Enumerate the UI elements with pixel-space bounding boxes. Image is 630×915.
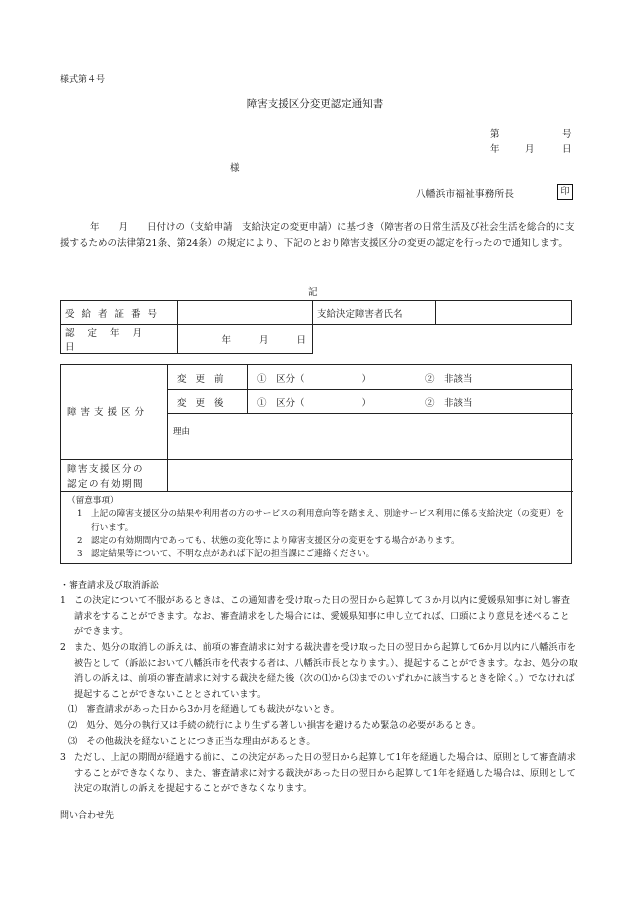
- cert-date-label-text: 認定年月日: [65, 328, 156, 353]
- divider: [167, 389, 573, 390]
- support-category-label: 障害支援区分: [67, 407, 149, 418]
- empty-cell: [313, 325, 436, 354]
- before-option-not-applicable: ② 非該当: [425, 374, 473, 385]
- table-row: [61, 325, 572, 354]
- recipient-honorific: 様: [230, 163, 240, 174]
- note-item: 上記の障害支援区分の結果や利用者の方のサービスの利用意向等を踏まえ、別途サービス利用に係る支給決定（の変更）を行います。: [91, 509, 565, 533]
- paragraph-number: 1: [60, 595, 66, 606]
- notes-title: （留意事項）: [67, 496, 119, 506]
- reason-label: 理由: [173, 427, 191, 437]
- recipient-name-value: [436, 301, 572, 325]
- validity-label-line2: 認定の有効期間: [67, 479, 145, 490]
- divider: [167, 459, 168, 491]
- appeal-subitem-3: [68, 734, 578, 750]
- appeal-subitem-2: [68, 718, 578, 734]
- appeal-subitem-1: [68, 702, 578, 718]
- note-number: 2: [77, 536, 83, 546]
- intro-paragraph: 年 月 日付けの（支給申請 支給決定の変更申請）に基づき（障害者の日常生活及び社会生活を総合的に支援するための法律第21条、第24条）の規定により、下記のとおり障害支援区分の変更の認定を行ったので通知します。: [60, 222, 575, 249]
- note-number: 1: [77, 509, 83, 519]
- divider: [61, 459, 573, 460]
- paragraph-text: また、処分の取消しの訴えは、前項の審査請求に対する裁決書を受け取った日の翌日から起算して6か月以内に八幡浜市を被告として（訴訟において八幡浜市を代表する者は、八幡浜市長となります。）、提起することができます。なお、処分の取消しの訴えは、前項の審査請求に対する裁決を経た後（次の⑴から⑶までのいずれかに該当するときを除く。）でなければ提起することができないこととされています。: [74, 642, 578, 700]
- contact-label: 問い合わせ先: [60, 811, 115, 821]
- subitem-number: ⑶: [68, 736, 78, 747]
- recipient-name-label: 支給決定障害者氏名: [313, 301, 436, 325]
- after-option-category: ① 区分（ ）: [257, 398, 372, 409]
- number-suffix: 号: [562, 129, 572, 140]
- note-item: 認定の有効期間内であっても、状態の変化等により障害支援区分の変更をする場合があります。: [91, 536, 460, 546]
- subitem-text: 審査請求があった日から3か月を経過しても裁決がないとき。: [86, 704, 340, 715]
- cert-date-label: [61, 325, 178, 354]
- subitem-text: 処分、処分の執行又は手続の続行により生ずる著しい損害を避けるため緊急の必要があるとき。: [86, 720, 482, 731]
- cert-date-month: 月: [258, 335, 269, 346]
- subitem-number: ⑵: [68, 720, 78, 731]
- issuing-office: 八幡浜市福祉事務所長: [416, 189, 514, 200]
- before-change-label: 変更前: [177, 374, 233, 385]
- seal-mark: 印: [557, 184, 573, 200]
- subitem-text: その他裁決を経ないことにつき正当な理由があるとき。: [86, 736, 316, 747]
- cert-number-label: [61, 301, 178, 325]
- issue-date-month: 月: [525, 144, 535, 155]
- table-row: [61, 301, 572, 325]
- recipient-info-table: [60, 300, 572, 354]
- ki-heading: 記: [308, 287, 318, 298]
- cert-date-year: 年: [221, 335, 231, 346]
- number-prefix: 第: [490, 129, 500, 140]
- empty-cell: [436, 325, 572, 354]
- appeal-heading: ・審査請求及び取消訴訟: [60, 581, 160, 591]
- cert-date-value: [178, 325, 313, 354]
- issue-date-year: 年: [490, 144, 500, 155]
- divider: [167, 413, 573, 414]
- appeal-paragraph-1: [60, 593, 578, 640]
- divider: [61, 491, 573, 492]
- note-item: 認定結果等について、不明な点があれば下記の担当課にご連絡ください。: [91, 549, 375, 559]
- cert-number-value: [178, 301, 313, 325]
- support-category-box: [60, 364, 572, 564]
- note-number: 3: [77, 549, 83, 559]
- subitem-number: ⑴: [68, 704, 78, 715]
- paragraph-text: ただし、上記の期間が経過する前に、この決定があった日の翌日から起算して1年を経過した場合は、原則として審査請求することができなくなり、また、審査請求に対する裁決があった日の翌日から起算して1年を経過した場合は、原則として決定の取消しの訴えを提起することができなくなります。: [74, 752, 576, 794]
- document-title: 障害支援区分変更認定通知書: [246, 98, 384, 110]
- appeal-paragraph-2: [60, 640, 578, 702]
- divider: [167, 365, 168, 459]
- form-number: 様式第４号: [60, 75, 106, 85]
- validity-label-line1: 障害支援区分の: [67, 464, 145, 475]
- paragraph-text: この決定について不服があるときは、この通知書を受け取った日の翌日から起算して３か月以内に愛媛県知事に対し審査請求をすることができます。なお、審査請求をした場合には、愛媛県知事に申し立てれば、口頭により意見を述べることができます。: [74, 595, 570, 637]
- after-change-label: 変更後: [177, 398, 233, 409]
- issue-date-day: 日: [562, 144, 572, 155]
- before-option-category: ① 区分（ ）: [257, 374, 372, 385]
- paragraph-number: 2: [60, 642, 66, 653]
- cert-date-day: 日: [296, 335, 306, 346]
- cert-number-label-text: 受給者証番号: [65, 308, 165, 320]
- appeal-paragraph-3: [60, 750, 578, 797]
- after-option-not-applicable: ② 非該当: [425, 398, 473, 409]
- paragraph-number: 3: [60, 752, 66, 763]
